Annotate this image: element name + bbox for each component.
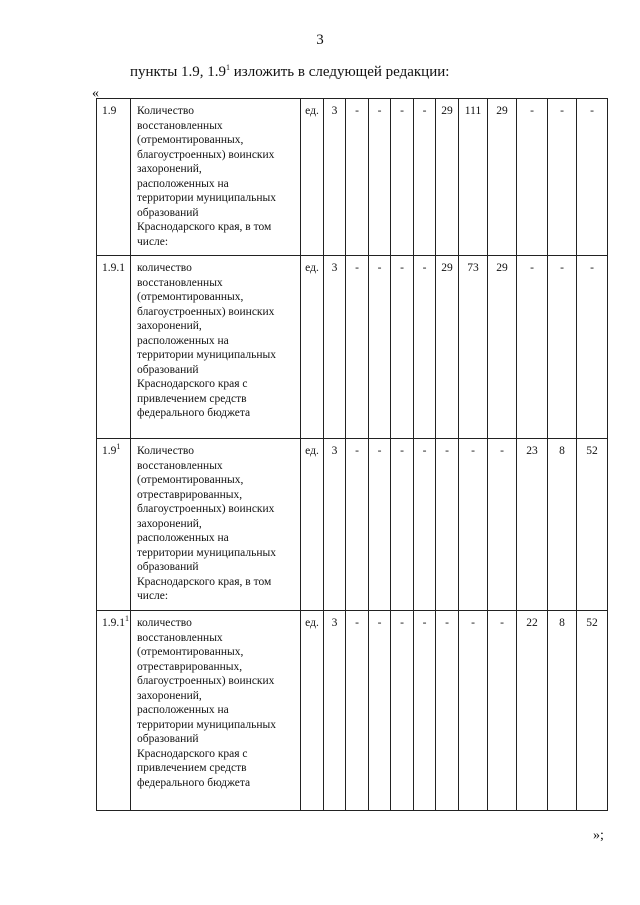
row-number (97, 611, 131, 811)
row-code: 3 (324, 611, 346, 811)
description-line: отреставрированных, (137, 660, 243, 673)
row-code: 3 (324, 256, 346, 439)
table-row (97, 256, 608, 439)
row-value-cell: - (369, 256, 391, 439)
row-value-cell: - (391, 439, 414, 611)
description-line: расположенных на (137, 334, 229, 347)
row-value-cell: - (517, 99, 548, 256)
row-value-cell: - (414, 99, 436, 256)
description-line: захоронений, (137, 517, 202, 530)
row-description (131, 611, 301, 811)
intro-text (130, 64, 449, 81)
description-line: образований (137, 733, 199, 745)
row-unit: ед. (301, 611, 324, 811)
row-value-cell: 8 (548, 611, 577, 811)
row-value-cell: - (346, 256, 369, 439)
row-number-text: 1.9.1 (102, 617, 125, 629)
description-line: захоронений, (137, 320, 202, 332)
row-value-cell: 52 (577, 611, 608, 811)
row-number (97, 256, 131, 439)
description-line: восстановленных (137, 631, 223, 644)
row-number-text: 1.9 (102, 445, 117, 457)
row-value-cell: - (414, 611, 436, 811)
description-line: числе: (137, 235, 169, 248)
description-line: Количество (137, 445, 194, 457)
row-value-cell: 52 (577, 439, 608, 611)
row-value-cell: - (414, 256, 436, 439)
description-line: образований (137, 561, 199, 573)
description-line: захоронений, (137, 163, 202, 175)
description-line: расположенных на (137, 532, 229, 544)
description-line: (отремонтированных, (137, 474, 244, 486)
row-value-cell: - (577, 99, 608, 256)
row-value-cell: - (369, 611, 391, 811)
description-line: образований (137, 206, 199, 219)
row-value-cell: - (346, 439, 369, 611)
description-line: территории муниципальных (137, 349, 276, 361)
description-line: расположенных на (137, 704, 229, 716)
opening-quote: « (92, 86, 99, 101)
row-value-cell: - (488, 439, 517, 611)
description-line: территории муниципальных (137, 718, 276, 731)
description-line: расположенных на (137, 177, 229, 190)
row-value-cell: - (548, 256, 577, 439)
row-description (131, 99, 301, 256)
row-number (97, 99, 131, 256)
description-line: благоустроенных) воинских (137, 675, 275, 687)
row-value-cell: 73 (459, 256, 488, 439)
row-value-cell: - (391, 99, 414, 256)
row-value-cell: - (459, 611, 488, 811)
page-number: 3 (316, 32, 324, 48)
row-value-cell: - (517, 256, 548, 439)
description-line: количество (137, 262, 192, 274)
row-value-cell: - (391, 256, 414, 439)
table-row (97, 439, 608, 611)
description-line: привлечением средств (137, 392, 247, 405)
description-line: (отремонтированных, (137, 291, 244, 303)
row-value-cell: - (436, 611, 459, 811)
row-value-cell: 22 (517, 611, 548, 811)
description-line: Количество (137, 105, 194, 117)
intro-text-before: пункты 1.9, 1.9 (130, 64, 227, 80)
description-line: территории муниципальных (137, 546, 276, 559)
description-line: восстановленных (137, 276, 223, 289)
row-description (131, 439, 301, 611)
row-value-cell: - (369, 439, 391, 611)
row-value-cell: - (488, 611, 517, 811)
description-line: количество (137, 617, 192, 629)
description-line: федерального бюджета (137, 776, 251, 789)
row-number-text: 1.9.1 (102, 262, 125, 274)
row-number-superscript: 1 (116, 442, 121, 452)
row-number-text: 1.9 (102, 105, 117, 117)
row-unit: ед. (301, 439, 324, 611)
row-unit: ед. (301, 256, 324, 439)
row-code: 3 (324, 439, 346, 611)
description-line: благоустроенных) воинских (137, 305, 275, 318)
row-value-cell: - (436, 439, 459, 611)
description-line: федерального бюджета (137, 407, 251, 419)
description-line: восстановленных (137, 459, 223, 472)
description-line: благоустроенных) воинских (137, 503, 275, 515)
row-value-cell: - (577, 256, 608, 439)
row-value-cell: - (548, 99, 577, 256)
closing-quote: »; (593, 828, 604, 843)
row-number-superscript: 1 (125, 614, 129, 624)
row-number (97, 439, 131, 611)
row-value-cell: - (459, 439, 488, 611)
description-line: территории муниципальных (137, 192, 276, 204)
description-line: захоронений, (137, 689, 202, 702)
indicators-table (96, 98, 608, 811)
description-line: образований (137, 363, 199, 376)
row-value-cell: - (346, 99, 369, 256)
description-line: восстановленных (137, 119, 223, 132)
row-value-cell: - (369, 99, 391, 256)
table-row (97, 99, 608, 256)
description-line: Краснодарского края, в том (137, 221, 272, 233)
description-line: Краснодарского края, в том (137, 575, 272, 588)
description-line: (отремонтированных, (137, 134, 244, 146)
description-line: (отремонтированных, (137, 646, 244, 658)
description-line: благоустроенных) воинских (137, 148, 275, 161)
description-line: отреставрированных, (137, 488, 243, 501)
intro-superscript: 1 (226, 63, 231, 72)
row-value-cell: - (391, 611, 414, 811)
row-value-cell: 23 (517, 439, 548, 611)
row-value-cell: 29 (436, 256, 459, 439)
row-value-cell: - (414, 439, 436, 611)
description-line: Краснодарского края с (137, 747, 248, 760)
row-value-cell: 29 (488, 99, 517, 256)
description-line: числе: (137, 590, 169, 602)
row-unit: ед. (301, 99, 324, 256)
row-value-cell: 8 (548, 439, 577, 611)
row-value-cell: 29 (436, 99, 459, 256)
row-value-cell: - (346, 611, 369, 811)
row-code: 3 (324, 99, 346, 256)
row-description (131, 256, 301, 439)
description-line: Краснодарского края с (137, 378, 248, 390)
table-row (97, 611, 608, 811)
intro-text-after: изложить в следующей редакции: (230, 64, 450, 80)
row-value-cell: 111 (459, 99, 488, 256)
row-value-cell: 29 (488, 256, 517, 439)
description-line: привлечением средств (137, 762, 247, 774)
